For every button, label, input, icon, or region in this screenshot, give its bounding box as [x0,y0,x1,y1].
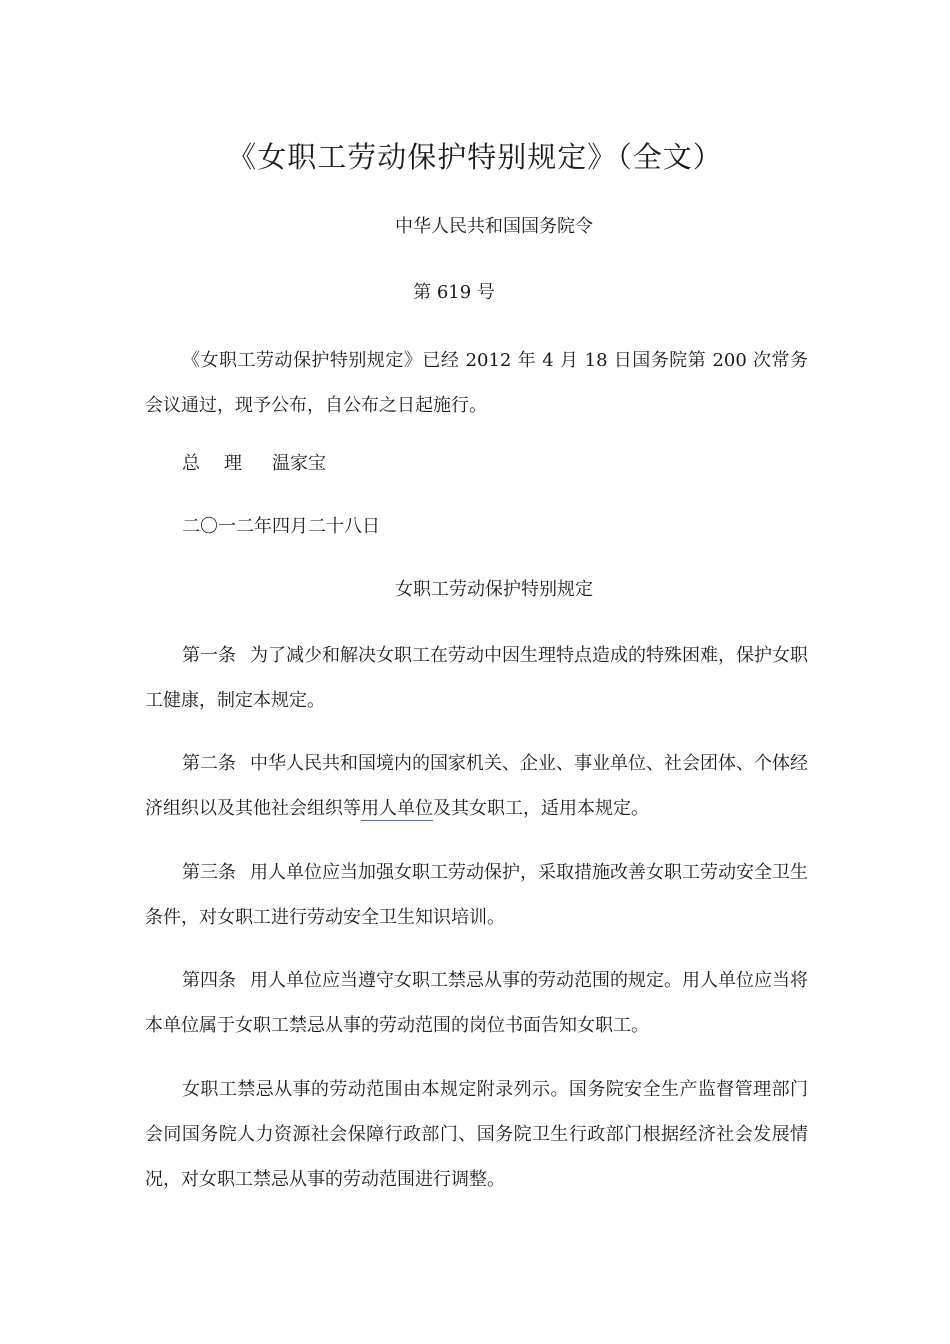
article-1-text: 为了减少和解决女职工在劳动中因生理特点造成的特殊困难，保护女职工健康，制定本规定。 [145,645,808,711]
order-number: 第 619 号 [413,282,495,303]
promulgation-paragraph: 《女职工劳动保护特别规定》已经 2012 年 4 月 18 日国务院第 200 次常务会议通过，现予公布，自公布之日起施行。 [145,350,808,416]
article-1 [145,633,808,723]
article-4 [145,958,808,1048]
article-4-text: 用人单位应当遵守女职工禁忌从事的劳动范围的规定。用人单位应当将本单位属于女职工禁忌从事的劳动范围的岗位书面告知女职工。 [145,970,808,1036]
article-2 [145,741,808,831]
premier-name: 温家宝 [272,453,326,474]
article-3 [145,850,808,940]
premier-signature [182,452,326,476]
article-1-label: 第一条 [182,645,236,666]
article-4-label: 第四条 [182,970,236,991]
article-4-paragraph-2: 女职工禁忌从事的劳动范围由本规定附录列示。国务院安全生产监督管理部门会同国务院人力资源社会保障行政部门、国务院卫生行政部门根据经济社会发展情况，对女职工禁忌从事的劳动范围进行调整。 [145,1079,808,1190]
article-3-text: 用人单位应当加强女职工劳动保护，采取措施改善女职工劳动安全卫生条件，对女职工进行劳动安全卫生知识培训。 [145,862,808,928]
employer-link[interactable]: 用人单位 [361,798,433,819]
article-3-label: 第三条 [182,862,236,883]
article-2-text-after: 及其女职工，适用本规定。 [433,798,649,819]
document-title: 《女职工劳动保护特别规定》（全文） [227,140,723,174]
promulgation-date: 二〇一二年四月二十八日 [182,516,380,537]
order-issuer: 中华人民共和国国务院令 [395,216,593,237]
article-2-text-before: 中华人民共和国境内的国家机关、企业、事业单位、社会团体、个体经济组织以及其他社会组织等 [145,753,808,819]
article-2-label: 第二条 [182,753,236,774]
regulation-title: 女职工劳动保护特别规定 [395,579,593,600]
premier-role: 总理 [182,453,266,474]
